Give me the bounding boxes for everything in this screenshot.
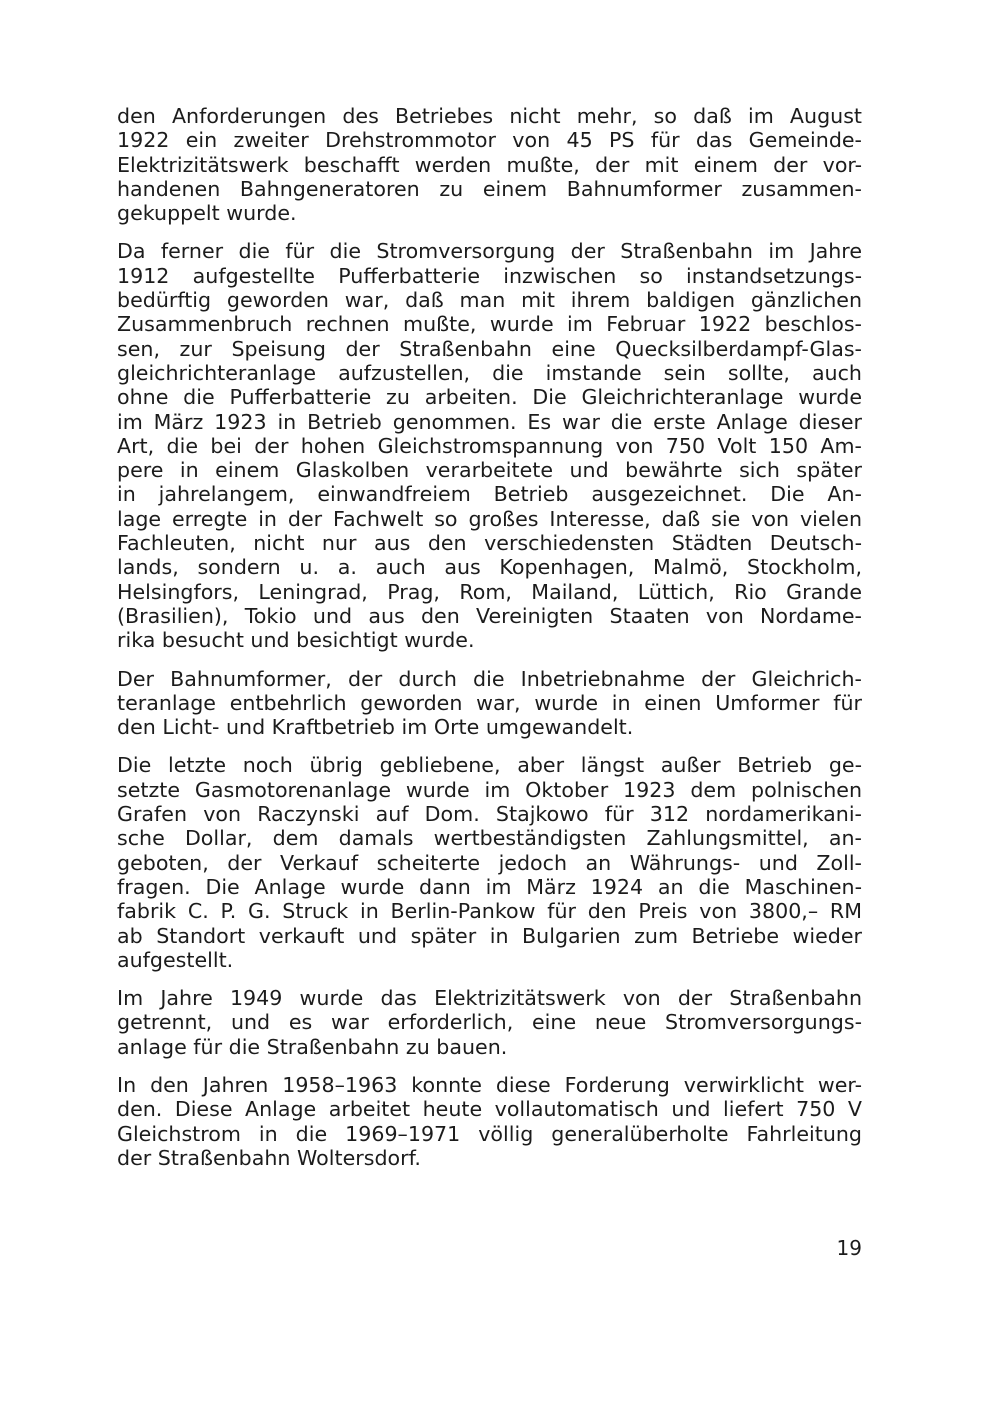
text-line: rika besucht und besichtigt wurde. (117, 628, 475, 653)
paragraph (117, 667, 862, 740)
text-line: Grafen von Raczynski auf Dom. Stajkowo für 312 nordamerikani- (117, 802, 862, 827)
text-line: 1922 ein zweiter Drehstrommotor von 45 PS für das Gemeinde- (117, 128, 862, 153)
paragraph (117, 753, 862, 972)
text-line: Helsingfors, Leningrad, Prag, Rom, Mailand, Lüttich, Rio Grande (117, 579, 862, 604)
text-line: lands, sondern u. a. auch aus Kopenhagen, Malmö, Stockholm, (117, 555, 862, 580)
body-text (117, 104, 862, 1184)
text-line: handenen Bahngeneratoren zu einem Bahnumformer zusammen- (117, 176, 862, 201)
text-line: geboten, der Verkauf scheiterte jedoch an Währungs- und Zoll- (117, 850, 862, 875)
text-line: bedürftig geworden war, daß man mit ihrem baldigen gänzlichen (117, 288, 862, 313)
text-line: Art, die bei der hohen Gleichstromspannung von 750 Volt 150 Am- (117, 433, 862, 458)
text-line: gekuppelt wurde. (117, 201, 297, 226)
text-line: Fachleuten, nicht nur aus den verschiedensten Städten Deutsch- (117, 531, 862, 556)
text-line: getrennt, und es war erforderlich, eine neue Stromversorgungs- (117, 1010, 862, 1035)
text-line: In den Jahren 1958–1963 konnte diese Forderung verwirklicht wer- (117, 1072, 862, 1097)
text-line: Im Jahre 1949 wurde das Elektrizitätswerk von der Straßenbahn (117, 986, 862, 1011)
text-line: anlage für die Straßenbahn zu bauen. (117, 1034, 508, 1059)
text-line: in jahrelangem, einwandfreiem Betrieb ausgezeichnet. Die An- (117, 482, 862, 507)
text-line: Die letzte noch übrig gebliebene, aber längst außer Betrieb ge- (117, 753, 862, 778)
text-line: Elektrizitätswerk beschafft werden mußte, der mit einem der vor- (117, 152, 862, 177)
text-line: Der Bahnumformer, der durch die Inbetriebnahme der Gleichrich- (117, 666, 862, 691)
text-line: im März 1923 in Betrieb genommen. Es war die erste Anlage dieser (117, 409, 862, 434)
text-line: den Licht- und Kraftbetrieb im Orte umgewandelt. (117, 715, 634, 740)
text-line: 1912 aufgestellte Pufferbatterie inzwischen so instandsetzungs- (117, 263, 862, 288)
text-line: lage erregte in der Fachwelt so großes Interesse, daß sie von vielen (117, 506, 862, 531)
text-line: setzte Gasmotorenanlage wurde im Oktober 1923 dem polnischen (117, 777, 862, 802)
page-number: 19 (836, 1236, 862, 1260)
paragraph (117, 104, 862, 225)
text-line: (Brasilien), Tokio und aus den Vereinigten Staaten von Nordame- (117, 603, 862, 628)
text-line: Gleichstrom in die 1969–1971 völlig generalüberholte Fahrleitung (117, 1121, 862, 1146)
text-line: ohne die Pufferbatterie zu arbeiten. Die Gleichrichteranlage wurde (117, 385, 862, 410)
text-line: Da ferner die für die Stromversorgung der Straßenbahn im Jahre (117, 239, 862, 264)
paragraph (117, 1073, 862, 1170)
text-line: aufgestellt. (117, 947, 234, 972)
paragraph (117, 986, 862, 1059)
text-line: gleichrichteranlage aufzustellen, die imstande sein sollte, auch (117, 360, 862, 385)
text-line: den Anforderungen des Betriebes nicht mehr, so daß im August (117, 104, 862, 128)
text-line: fabrik C. P. G. Struck in Berlin-Pankow für den Preis von 3800,– RM (117, 899, 862, 924)
text-line: sche Dollar, dem damals wertbeständigsten Zahlungsmittel, an- (117, 826, 862, 851)
text-line: pere in einem Glaskolben verarbeitete und bewährte sich später (117, 458, 862, 483)
text-line: sen, zur Speisung der Straßenbahn eine Quecksilberdampf-Glas- (117, 336, 862, 361)
text-line: ab Standort verkauft und später in Bulgarien zum Betriebe wieder (117, 923, 862, 948)
paragraph (117, 239, 862, 652)
text-line: fragen. Die Anlage wurde dann im März 1924 an die Maschinen- (117, 874, 862, 899)
text-line: Zusammenbruch rechnen mußte, wurde im Februar 1922 beschlos- (117, 312, 862, 337)
text-line: der Straßenbahn Woltersdorf. (117, 1145, 421, 1170)
text-line: den. Diese Anlage arbeitet heute vollautomatisch und liefert 750 V (117, 1097, 862, 1122)
text-line: teranlage entbehrlich geworden war, wurde in einen Umformer für (117, 690, 862, 715)
